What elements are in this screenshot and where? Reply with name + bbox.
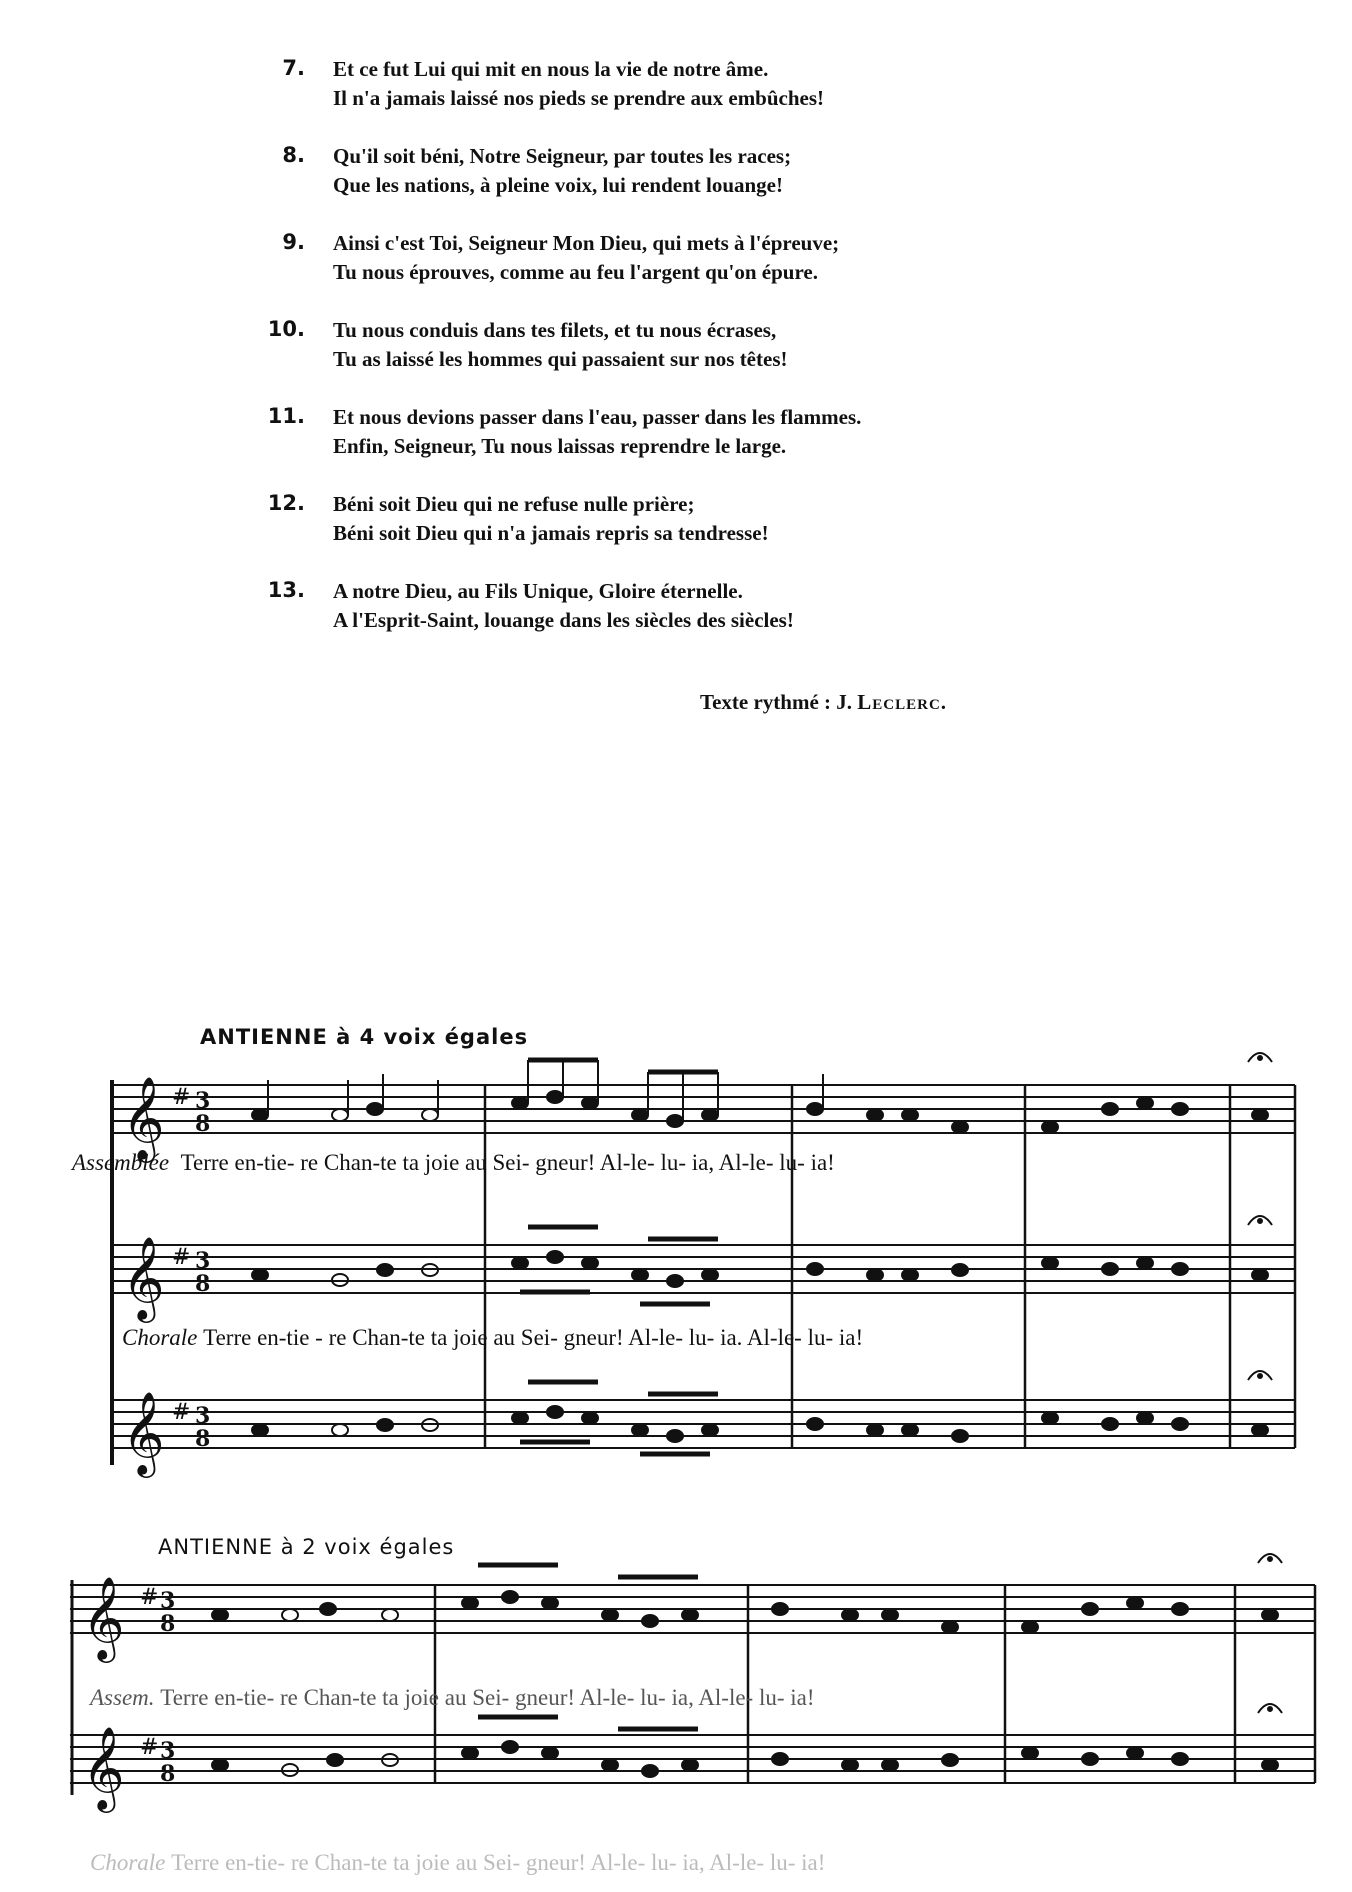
svg-text:𝄞: 𝄞 (122, 1390, 165, 1474)
verse-line: Béni soit Dieu qui n'a jamais repris sa tendresse! (333, 521, 769, 545)
verse-text (333, 316, 787, 374)
svg-text:3: 3 (160, 1738, 176, 1764)
lyric-text: Terre en-tie - re Chan-te ta joie au Sei- gneur! Al-le- lu- ia. Al-le- lu- ia! (203, 1325, 864, 1350)
lyric-role: Chorale (90, 1850, 166, 1875)
verse-8 (255, 142, 1155, 200)
svg-text:8: 8 (195, 1111, 211, 1137)
verse-line: Ainsi c'est Toi, Seigneur Mon Dieu, qui mets à l'épreuve; (333, 231, 840, 255)
svg-text:#: # (172, 1085, 191, 1110)
svg-text:3: 3 (195, 1248, 211, 1274)
verse-line: Enfin, Seigneur, Tu nous laissas reprendre le large. (333, 434, 787, 458)
verse-line: Qu'il soit béni, Notre Seigneur, par toutes les races; (333, 144, 792, 168)
lyric-text: Terre en-tie- re Chan-te ta joie au Sei- gneur! Al-le- lu- ia, Al-le- lu- ia! (180, 1150, 835, 1175)
verse-line: Et ce fut Lui qui mit en nous la vie de notre âme. (333, 57, 769, 81)
svg-text:𝄞: 𝄞 (82, 1725, 125, 1809)
svg-text:8: 8 (195, 1426, 211, 1452)
verse-text (333, 142, 791, 200)
svg-text:#: # (172, 1245, 191, 1270)
svg-text:#: # (140, 1585, 159, 1610)
verse-text (333, 403, 861, 461)
svg-text:#: # (140, 1735, 159, 1760)
svg-text:8: 8 (160, 1611, 176, 1637)
verse-text (333, 55, 824, 113)
verse-number: 9. (282, 230, 305, 254)
svg-text:3: 3 (195, 1403, 211, 1429)
svg-text:#: # (172, 1400, 191, 1425)
verse-number: 13. (267, 578, 305, 602)
verse-line: A l'Esprit-Saint, louange dans les siècles des siècles! (333, 608, 794, 632)
svg-text:3: 3 (195, 1088, 211, 1114)
verse-text (333, 577, 794, 635)
verse-line: Béni soit Dieu qui ne refuse nulle prière; (333, 492, 695, 516)
verse-number: 8. (282, 143, 305, 167)
verse-12 (255, 490, 1155, 548)
verse-line: Et nous devions passer dans l'eau, passer dans les flammes. (333, 405, 862, 429)
verse-9 (255, 229, 1155, 287)
verse-line: Que les nations, à pleine voix, lui rendent louange! (333, 173, 783, 197)
psalm-verses (255, 55, 1155, 664)
verse-number: 12. (267, 491, 305, 515)
credit-prefix: Texte rythmé : J. (700, 690, 858, 714)
score1-title: ANTIENNE à 4 voix égales (200, 1025, 529, 1049)
score1-lyrics-chorale (122, 1325, 863, 1351)
verse-line: Tu nous éprouves, comme au feu l'argent qu'on épure. (333, 260, 818, 284)
verse-number: 7. (282, 56, 305, 80)
verse-text (333, 490, 769, 548)
lyric-role: Assem. (90, 1685, 155, 1710)
lyric-role: Chorale (122, 1325, 198, 1350)
svg-text:𝄞: 𝄞 (122, 1235, 165, 1319)
verse-line: Il n'a jamais laissé nos pieds se prendre aux embûches! (333, 86, 825, 110)
verse-line: Tu as laissé les hommes qui passaient sur nos têtes! (333, 347, 788, 371)
svg-text:8: 8 (195, 1271, 211, 1297)
lyric-text: Terre en-tie- re Chan-te ta joie au Sei- gneur! Al-le- lu- ia, Al-le- lu- ia! (171, 1850, 826, 1875)
svg-text:8: 8 (160, 1761, 176, 1787)
lyric-role: Assemblée (72, 1150, 170, 1175)
svg-text:𝄞: 𝄞 (82, 1575, 125, 1659)
verse-text (333, 229, 839, 287)
credit-author: Leclerc. (857, 690, 948, 714)
verse-number: 10. (267, 317, 305, 341)
verse-10 (255, 316, 1155, 374)
verse-7 (255, 55, 1155, 113)
verse-number: 11. (267, 404, 305, 428)
score2-title: ANTIENNE à 2 voix égales (158, 1535, 455, 1559)
verse-line: Tu nous conduis dans tes filets, et tu nous écrases, (333, 318, 777, 342)
text-credit (700, 690, 947, 715)
verse-13 (255, 577, 1155, 635)
score1-lyrics-assemblee (72, 1150, 835, 1176)
score1-staves (100, 1030, 1310, 1490)
score2-lyrics-assem (90, 1685, 815, 1711)
verse-11 (255, 403, 1155, 461)
svg-text:3: 3 (160, 1588, 176, 1614)
svg-text:𝄞: 𝄞 (122, 1075, 165, 1159)
verse-line: A notre Dieu, au Fils Unique, Gloire éternelle. (333, 579, 743, 603)
lyric-text: Terre en-tie- re Chan-te ta joie au Sei- gneur! Al-le- lu- ia, Al-le- lu- ia! (160, 1685, 815, 1710)
score2-lyrics-chorale (90, 1850, 825, 1876)
